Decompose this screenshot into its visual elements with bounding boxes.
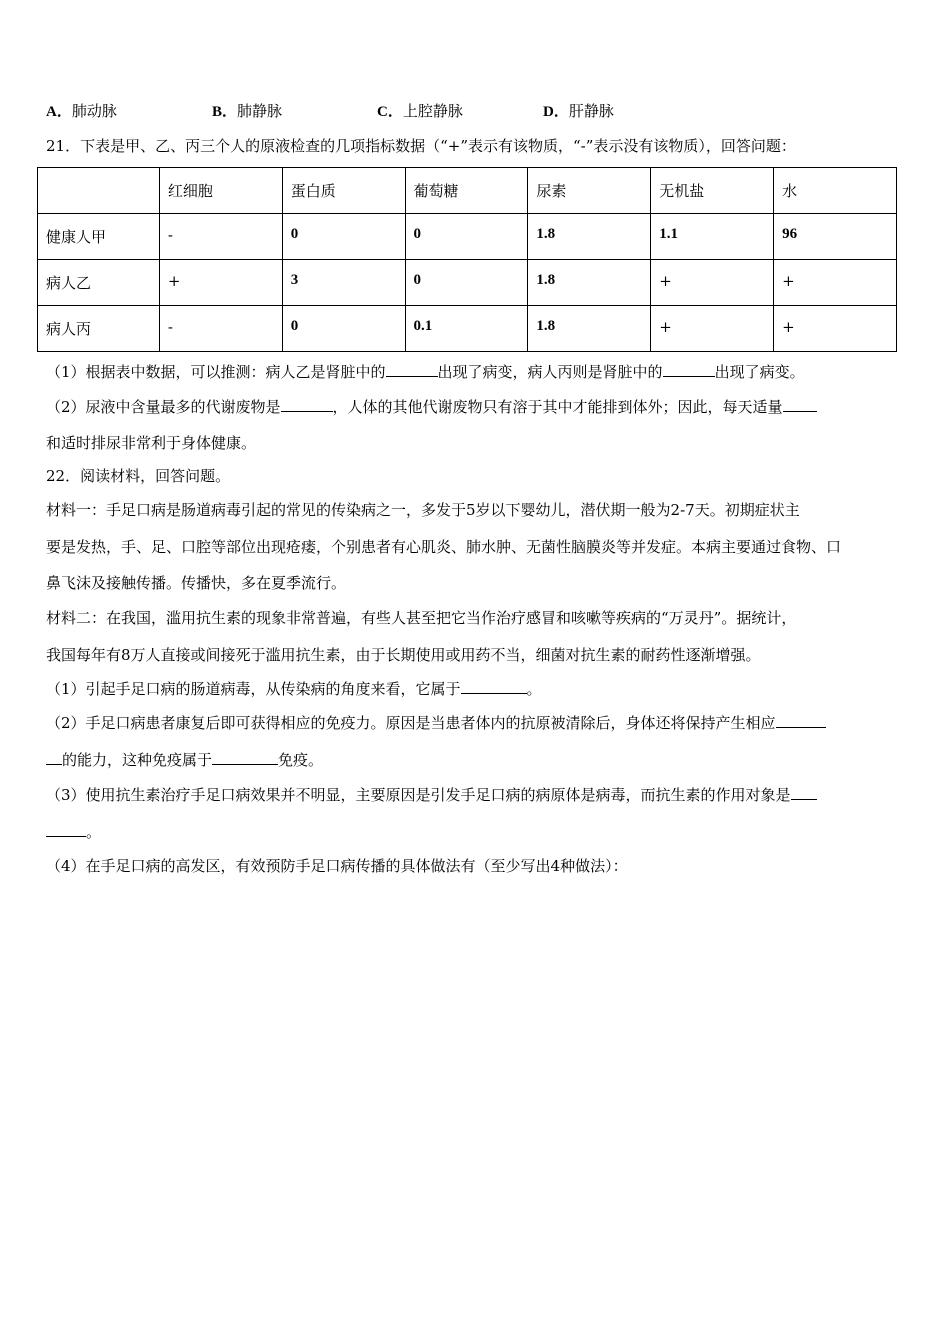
option-d: D．肝静脉 bbox=[543, 102, 614, 120]
q22-sub3: （3）使用抗生素治疗手足口病效果并不明显，主要原因是引发手足口病的病原体是病毒，而抗生素的作用对象是 bbox=[46, 785, 817, 805]
material-2-line2: 我国每年有8万人直接或间接死于滥用抗生素，由于长期使用或用药不当，细菌对抗生素的耐药性逐渐增强。 bbox=[46, 646, 761, 664]
urine-test-table bbox=[37, 167, 897, 352]
answer-blank[interactable] bbox=[776, 713, 826, 728]
answer-blank[interactable] bbox=[281, 397, 333, 412]
q21-sub2: （2）尿液中含量最多的代谢废物是 ，人体的其他代谢废物只有溶于其中才能排到体外；因此，每天适量 bbox=[46, 397, 817, 417]
q21-sub1: （1）根据表中数据，可以推测：病人乙是肾脏中的 出现了病变，病人丙则是肾脏中的 出现了病变。 bbox=[46, 363, 805, 381]
option-a: A．肺动脉 bbox=[46, 102, 117, 120]
q21-sub2-cont: 和适时排尿非常利于身体健康。 bbox=[46, 434, 257, 452]
answer-blank[interactable] bbox=[783, 397, 817, 412]
table-header-row: 红细胞 蛋白质 葡萄糖 尿素 无机盐 水 bbox=[38, 168, 897, 214]
answer-blank[interactable] bbox=[46, 822, 86, 837]
option-c: C．上腔静脉 bbox=[377, 102, 463, 120]
material-1-line1: 材料一：手足口病是肠道病毒引起的常见的传染病之一，多发于5岁以下婴幼儿，潜伏期一般为2-7天。初期症状主 bbox=[46, 501, 800, 519]
q22-stem: 22．阅读材料，回答问题。 bbox=[46, 467, 231, 485]
material-2-line1: 材料二：在我国，滥用抗生素的现象非常普遍，有些人甚至把它当作治疗感冒和咳嗽等疾病的“万灵丹”。据统计， bbox=[46, 609, 797, 627]
q22-sub1: （1）引起手足口病的肠道病毒，从传染病的角度来看，它属于 。 bbox=[46, 680, 542, 698]
q22-sub3-cont: 。 bbox=[46, 822, 101, 842]
material-1-line3: 鼻飞沫及接触传播。传播快，多在夏季流行。 bbox=[46, 574, 347, 592]
answer-blank[interactable] bbox=[46, 750, 62, 765]
answer-blank[interactable] bbox=[791, 785, 817, 800]
answer-blank[interactable] bbox=[663, 362, 715, 377]
table-row: 病人丙 - 0 0.1 1.8 + + bbox=[38, 306, 897, 352]
table-row: 病人乙 + 3 0 1.8 + + bbox=[38, 260, 897, 306]
q21-stem: 21．下表是甲、乙、丙三个人的原液检查的几项指标数据（“+”表示有该物质，“-”表示没有该物质），回答问题： bbox=[46, 137, 796, 155]
table-row: 健康人甲 - 0 0 1.8 1.1 96 bbox=[38, 214, 897, 260]
answer-blank[interactable] bbox=[386, 362, 438, 377]
answer-blank[interactable] bbox=[461, 679, 527, 694]
option-b: B．肺静脉 bbox=[212, 102, 283, 120]
q22-sub4: （4）在手足口病的高发区，有效预防手足口病传播的具体做法有（至少写出4种做法）： bbox=[46, 857, 628, 875]
q22-sub2: （2）手足口病患者康复后即可获得相应的免疫力。原因是当患者体内的抗原被清除后，身体还将保持产生相应 bbox=[46, 713, 826, 733]
answer-blank[interactable] bbox=[212, 750, 278, 765]
q22-sub2-cont: 的能力，这种免疫属于 免疫。 bbox=[46, 750, 323, 770]
material-1-line2: 要是发热，手、足、口腔等部位出现疮瘘，个别患者有心肌炎、肺水肿、无菌性脑膜炎等并发症。本病主要通过食物、口 bbox=[46, 538, 842, 556]
